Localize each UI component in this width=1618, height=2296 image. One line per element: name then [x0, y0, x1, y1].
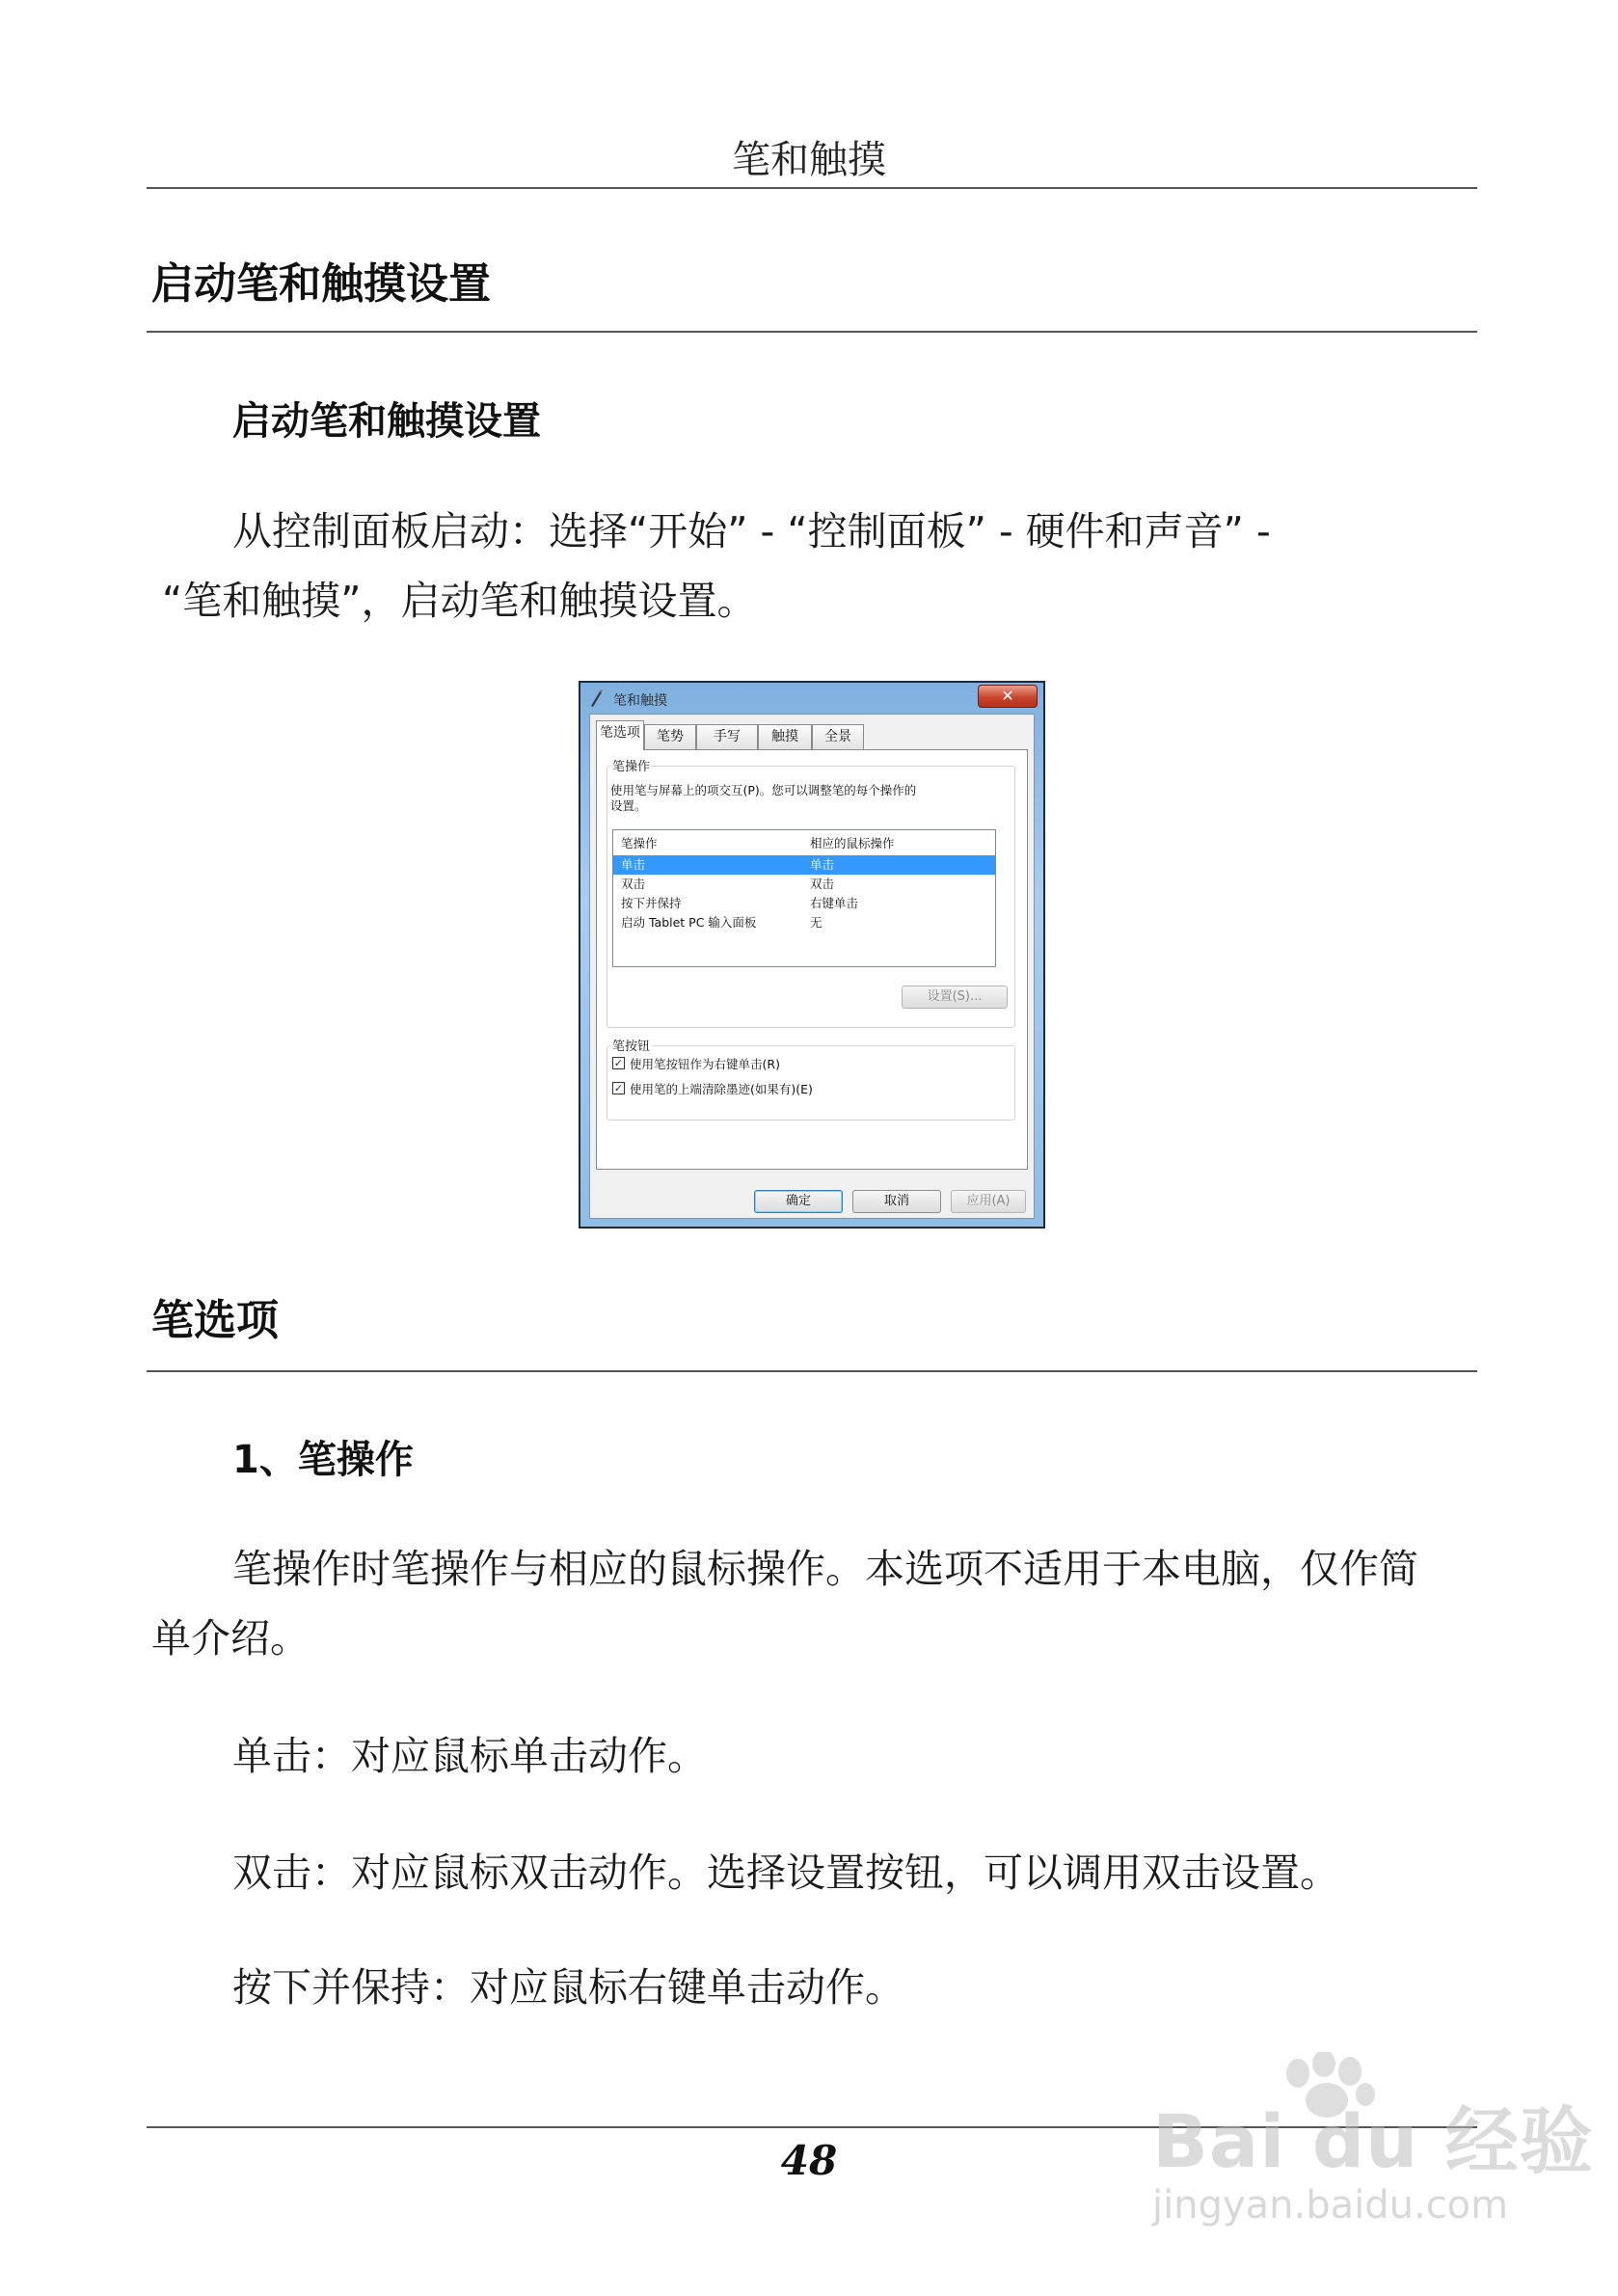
watermark-brand: Bai du 经验 [1152, 2098, 1594, 2184]
pen-buttons-group-label: 笔按钮 [610, 1036, 652, 1054]
list-header [613, 834, 995, 853]
pen-actions-list[interactable] [612, 829, 996, 967]
checkbox-right-click[interactable]: ✓ [613, 1057, 624, 1069]
cancel-button[interactable]: 取消 [852, 1190, 941, 1213]
header-rule [147, 187, 1477, 189]
paragraph-line: 单介绍。 [151, 1615, 310, 1661]
pen-action: 单击 [621, 857, 646, 872]
pen-action: 按下并保持 [621, 896, 682, 910]
tab-handwriting[interactable]: 手写 [696, 724, 758, 749]
section-subtitle: 启动笔和触摸设置 [232, 399, 541, 444]
settings-button[interactable]: 设置(S)... [902, 986, 1008, 1009]
section-rule [147, 331, 1477, 333]
checkbox-eraser[interactable]: ✓ [613, 1082, 624, 1094]
close-button[interactable]: ✕ [978, 685, 1038, 708]
pen-actions-description: 设置。 [610, 798, 647, 813]
running-header: 笔和触摸 [732, 138, 886, 182]
tab-pen-options[interactable]: 笔选项 [596, 720, 644, 750]
dialog-client-area [589, 714, 1035, 1219]
watermark-url: jingyan.baidu.com [1152, 2183, 1509, 2228]
pen-action: 启动 Tablet PC 输入面板 [621, 915, 757, 930]
dialog-title: 笔和触摸 [613, 693, 667, 709]
pen-action: 双击 [621, 877, 646, 891]
list-item[interactable] [613, 913, 995, 932]
page-number: 48 [780, 2137, 838, 2184]
tab-touch[interactable]: 触摸 [758, 724, 812, 749]
paragraph-line: 从控制面板启动：选择“开始” - “控制面板” - 硬件和声音” - [232, 508, 1271, 554]
tab-flicks[interactable]: 笔势 [644, 724, 696, 749]
section-title: 笔选项 [151, 1296, 279, 1345]
apply-button[interactable]: 应用(A) [951, 1190, 1026, 1213]
list-item[interactable] [613, 875, 995, 894]
section-title: 启动笔和触摸设置 [151, 259, 491, 309]
tab-panning[interactable]: 全景 [812, 724, 864, 749]
tab-page [596, 749, 1028, 1170]
list-item[interactable] [613, 855, 995, 875]
pen-actions-group-label: 笔操作 [610, 756, 652, 774]
definition-item: 按下并保持：对应鼠标右键单击动作。 [232, 1964, 904, 2011]
paragraph-line: 笔操作时笔操作与相应的鼠标操作。本选项不适用于本电脑，仅作简 [232, 1546, 1418, 1592]
ok-button[interactable]: 确定 [754, 1190, 843, 1213]
column-header: 相应的鼠标操作 [810, 836, 895, 851]
mouse-action: 右键单击 [810, 896, 859, 910]
column-header: 笔操作 [621, 836, 658, 851]
pen-touch-dialog [579, 681, 1045, 1229]
definition-item: 双击：对应鼠标双击动作。选择设置按钮，可以调用双击设置。 [232, 1850, 1339, 1896]
section-rule [147, 1370, 1477, 1372]
list-item[interactable] [613, 894, 995, 913]
mouse-action: 单击 [810, 857, 835, 872]
section-subtitle: 1、笔操作 [232, 1438, 414, 1482]
paragraph-line: “笔和触摸”，启动笔和触摸设置。 [162, 578, 757, 624]
pen-actions-description: 使用笔与屏幕上的项交互(P)。您可以调整笔的每个操作的 [610, 783, 917, 797]
mouse-action: 双击 [810, 877, 835, 891]
pen-icon [588, 689, 604, 708]
mouse-action: 无 [810, 915, 822, 930]
checkbox-label: 使用笔的上端清除墨迹(如果有)(E) [630, 1082, 813, 1096]
definition-item: 单击：对应鼠标单击动作。 [232, 1733, 707, 1779]
checkbox-label: 使用笔按钮作为右键单击(R) [630, 1057, 780, 1071]
